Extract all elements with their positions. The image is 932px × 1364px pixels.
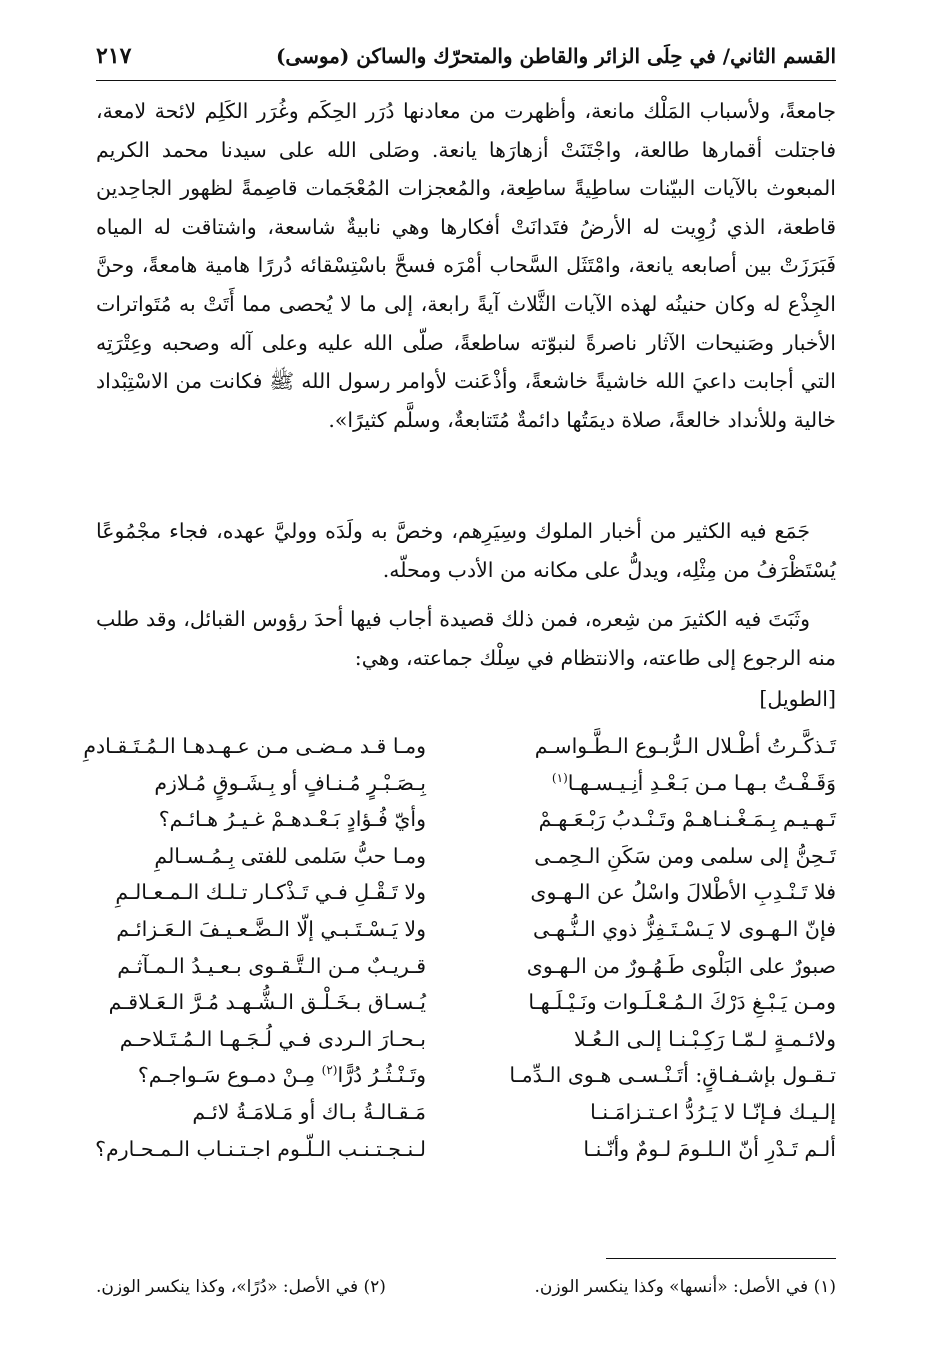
verse-first-hemistich: إلـيـك فـإنّـا لا يَـرُدُّ اعـتـزامَـنـا [590, 1099, 836, 1124]
poem-verse [96, 948, 836, 985]
body-text [96, 92, 836, 711]
poem-verse [96, 984, 836, 1021]
verse-second-hemistich: يُـسـاق بـخَـلْـق الـشُّـهـد مُـرَّ الـعَـلاقـم [108, 990, 426, 1015]
footnote-1: (١) في الأصل: «أنسها» وكذا ينكسر الوزن. [534, 1277, 836, 1297]
verse-first-hemistich: ومـن يَـبْـغِ دَرْكَ الـمُـعْـلَـوات ونَـيْـلَـهـا [528, 990, 836, 1015]
running-title: القسم الثاني/ في حِلَى الزائر والقاطن والمتحرّك والساكن (موسى) [275, 44, 836, 68]
verse-second-hemistich: لـنـجـتـنـب الـلّـوم اجـتـنـاب الـمـحـارم؟ [95, 1136, 426, 1161]
paragraph-intro: جامعةً، ولأسباب المَلْك مانعة، وأظهرت من معادنها دُرَر الحِكَم وغُرَر الكَلِم لائحة لامعة، فاجتلت أقمارها طالعة، واجْتَنَتْ أزهارَها يانعة. وصَلى الله على سيدنا محمد الكريم المبعوث بالآيات البيّنات ساطِيةً ساطِعة، والمُعجزات المُعْجَمات قاصِمةً لظهور الجاحِدين قاطعة، الذي زُوِيت له الأرضُ فتَدانَتْ أفكارها وهي نابيةٌ شاسعة، واشتاقت له المياه فَبَرَزَتْ بين أصابعه يانعة، وامْتَثَل السَّحاب أمْرَه فسحَّ باسْتِسْقائه دُررًا هامية هامعةً، وحنَّ الجِذْع له وكان حنينُه لهذه الآيات الثَّلاث آيةً رابعة، إلى ما لا يُحصى مما أَتَتْ به مُتَواترات الأخبار وصَنيحات الآثار ناصرةً لنبوّته ساطعةً، صلّى الله عليه وعلى آله وصحبه وعِتْرَتِه التي أجابت داعيَ الله خاشيةً خاشعةً، وأذْعَنت لأوامر رسول الله ﷺ فكانت من الاسْتِبْداد خالية وللأنداد خالعةً، صلاة ديمَتُها دائمةٌ مُتَتابعةٌ، وسلَّم كثيرًا». [96, 99, 836, 432]
footnote-2: (٢) في الأصل: «دُرًا»، وكذا ينكسر الوزن. [96, 1277, 386, 1297]
verse-first-hemistich: تَـهـيـم بِـمَـغْـنـاهـمْ وتَـنْـدبُ رَبْـعَـهـمْ [538, 807, 836, 832]
poem-verse [96, 1057, 836, 1094]
verse-second-hemistich: وأيّ فُـؤادٍ بَـعْـدهـمْ غـيـرُ هـائـم؟ [158, 807, 426, 832]
poem-verse [96, 765, 836, 802]
paragraph-poetry-intro: وثَبَتَ فيه الكثيرَ من شِعره، فمن ذلك قصيدة أجاب فيها أحدَ رؤوس القبائل، وقد طلب منه الرجوع إلى طاعته، والانتظام في سِلْك جماعته، وهي: [96, 607, 836, 670]
verse-second-hemistich: ومـا قـد مـضـى مـن عـهـدهـا الـمُـتَـقـادمِ [83, 734, 426, 758]
footnote-ref-1: (١) [551, 770, 568, 785]
verse-text: وتَـنْـثُـرُ دُرًّا [337, 1063, 426, 1088]
poem-verse [96, 1094, 836, 1131]
footnote-rule [606, 1258, 836, 1259]
poem-verse [96, 874, 836, 911]
poem [83, 728, 836, 1167]
running-header [96, 36, 836, 76]
poem-verse [83, 728, 836, 765]
footnotes [96, 1272, 836, 1302]
poem-verse [96, 801, 836, 838]
footnote-ref-2: (٢) [321, 1063, 338, 1078]
verse-text: وَقَـفْـتُ بـهـا مـن بَـعْـدِ أنِـيـسـهـا [567, 770, 836, 795]
verse-second-hemistich: مَـقـالـةُ بـاك أو مَـلامَـةُ لائـم [192, 1099, 426, 1124]
verse-first-hemistich [506, 765, 836, 802]
verse-first-hemistich: فإنّ الـهـوى لا يَـسْـتَـفِزُّ ذوي الـنُّـهـى [532, 916, 836, 941]
verse-second-hemistich: ومـا حبُّ سَلمى للفتى بِـمُـسـالمِ [154, 843, 426, 868]
meter-label: [الطويل] [759, 687, 836, 711]
poem-verse [96, 1131, 836, 1168]
verse-text: مِـنْ دمـوع سَـواجـم؟ [137, 1063, 322, 1088]
paragraph-collection: جَمَع فيه الكثير من أخبار الملوك وسِيَرِهم، وخصَّ به ولَدَه ووليَّ عهده، فجاء مجْمُوعًا يُسْتَظْرَفُ من مِثْلِه، ويدلُّ على مكانه من الأدب ومحلّه. [96, 519, 836, 582]
poem-verse [96, 1021, 836, 1058]
verse-second-hemistich: بِـصَـبْـرٍ مُـنـافٍ أو بِـشَـوقٍ مُـلازم [154, 770, 426, 795]
poem-verse [96, 838, 836, 875]
verse-first-hemistich: صبورٌ على البَلْوى طَـهُـورٌ من الـهـوى [526, 953, 836, 978]
verse-second-hemistich: قـريـبٌ مـن الـتَّـقـوى بـعـيـدُ الـمـآثـم [117, 953, 426, 978]
verse-first-hemistich: فلا تَـنْـدِبِ الأطْلالَ واسْلُ عن الـهـوى [530, 880, 836, 905]
verse-first-hemistich: تَـذكَّـرتُ أطْـلال الـرُّبـوع الـطَّـواسـم [534, 734, 836, 758]
page-number: ٢١٧ [96, 43, 132, 69]
verse-second-hemistich [96, 1057, 426, 1094]
verse-second-hemistich: ولا تَـقْـلِ فـي تَـذْكـار تـلـك الـمـعـالـمِ [115, 880, 426, 905]
verse-first-hemistich: ولائـمـةٍ لـمّـا رَكِـبْـنـا إلـى الـعُـلا [574, 1026, 836, 1051]
verse-first-hemistich: ألـم تَـدْرِ أنّ الـلـومَ لـومٌ وأنّـنـا [583, 1136, 836, 1161]
verse-second-hemistich: بـحـارَ الـردى فـي لُـجَـهـا الـمُـتَـلاحـم [119, 1026, 426, 1051]
header-rule [96, 80, 836, 81]
verse-first-hemistich: تَـحِنُّ إلى سلمى ومن سَكَنِ الـحِمـى [534, 843, 836, 868]
verse-first-hemistich: تـقـول بإشـفـاقٍ: أتَـنْـسـى هـوى الـدِّمـا [509, 1063, 836, 1088]
poem-verse [96, 911, 836, 948]
verse-second-hemistich: ولا يَـسْـتَـبـي إلّا الـضَّـعـيـفَ الـعَـزائـم [116, 916, 426, 941]
